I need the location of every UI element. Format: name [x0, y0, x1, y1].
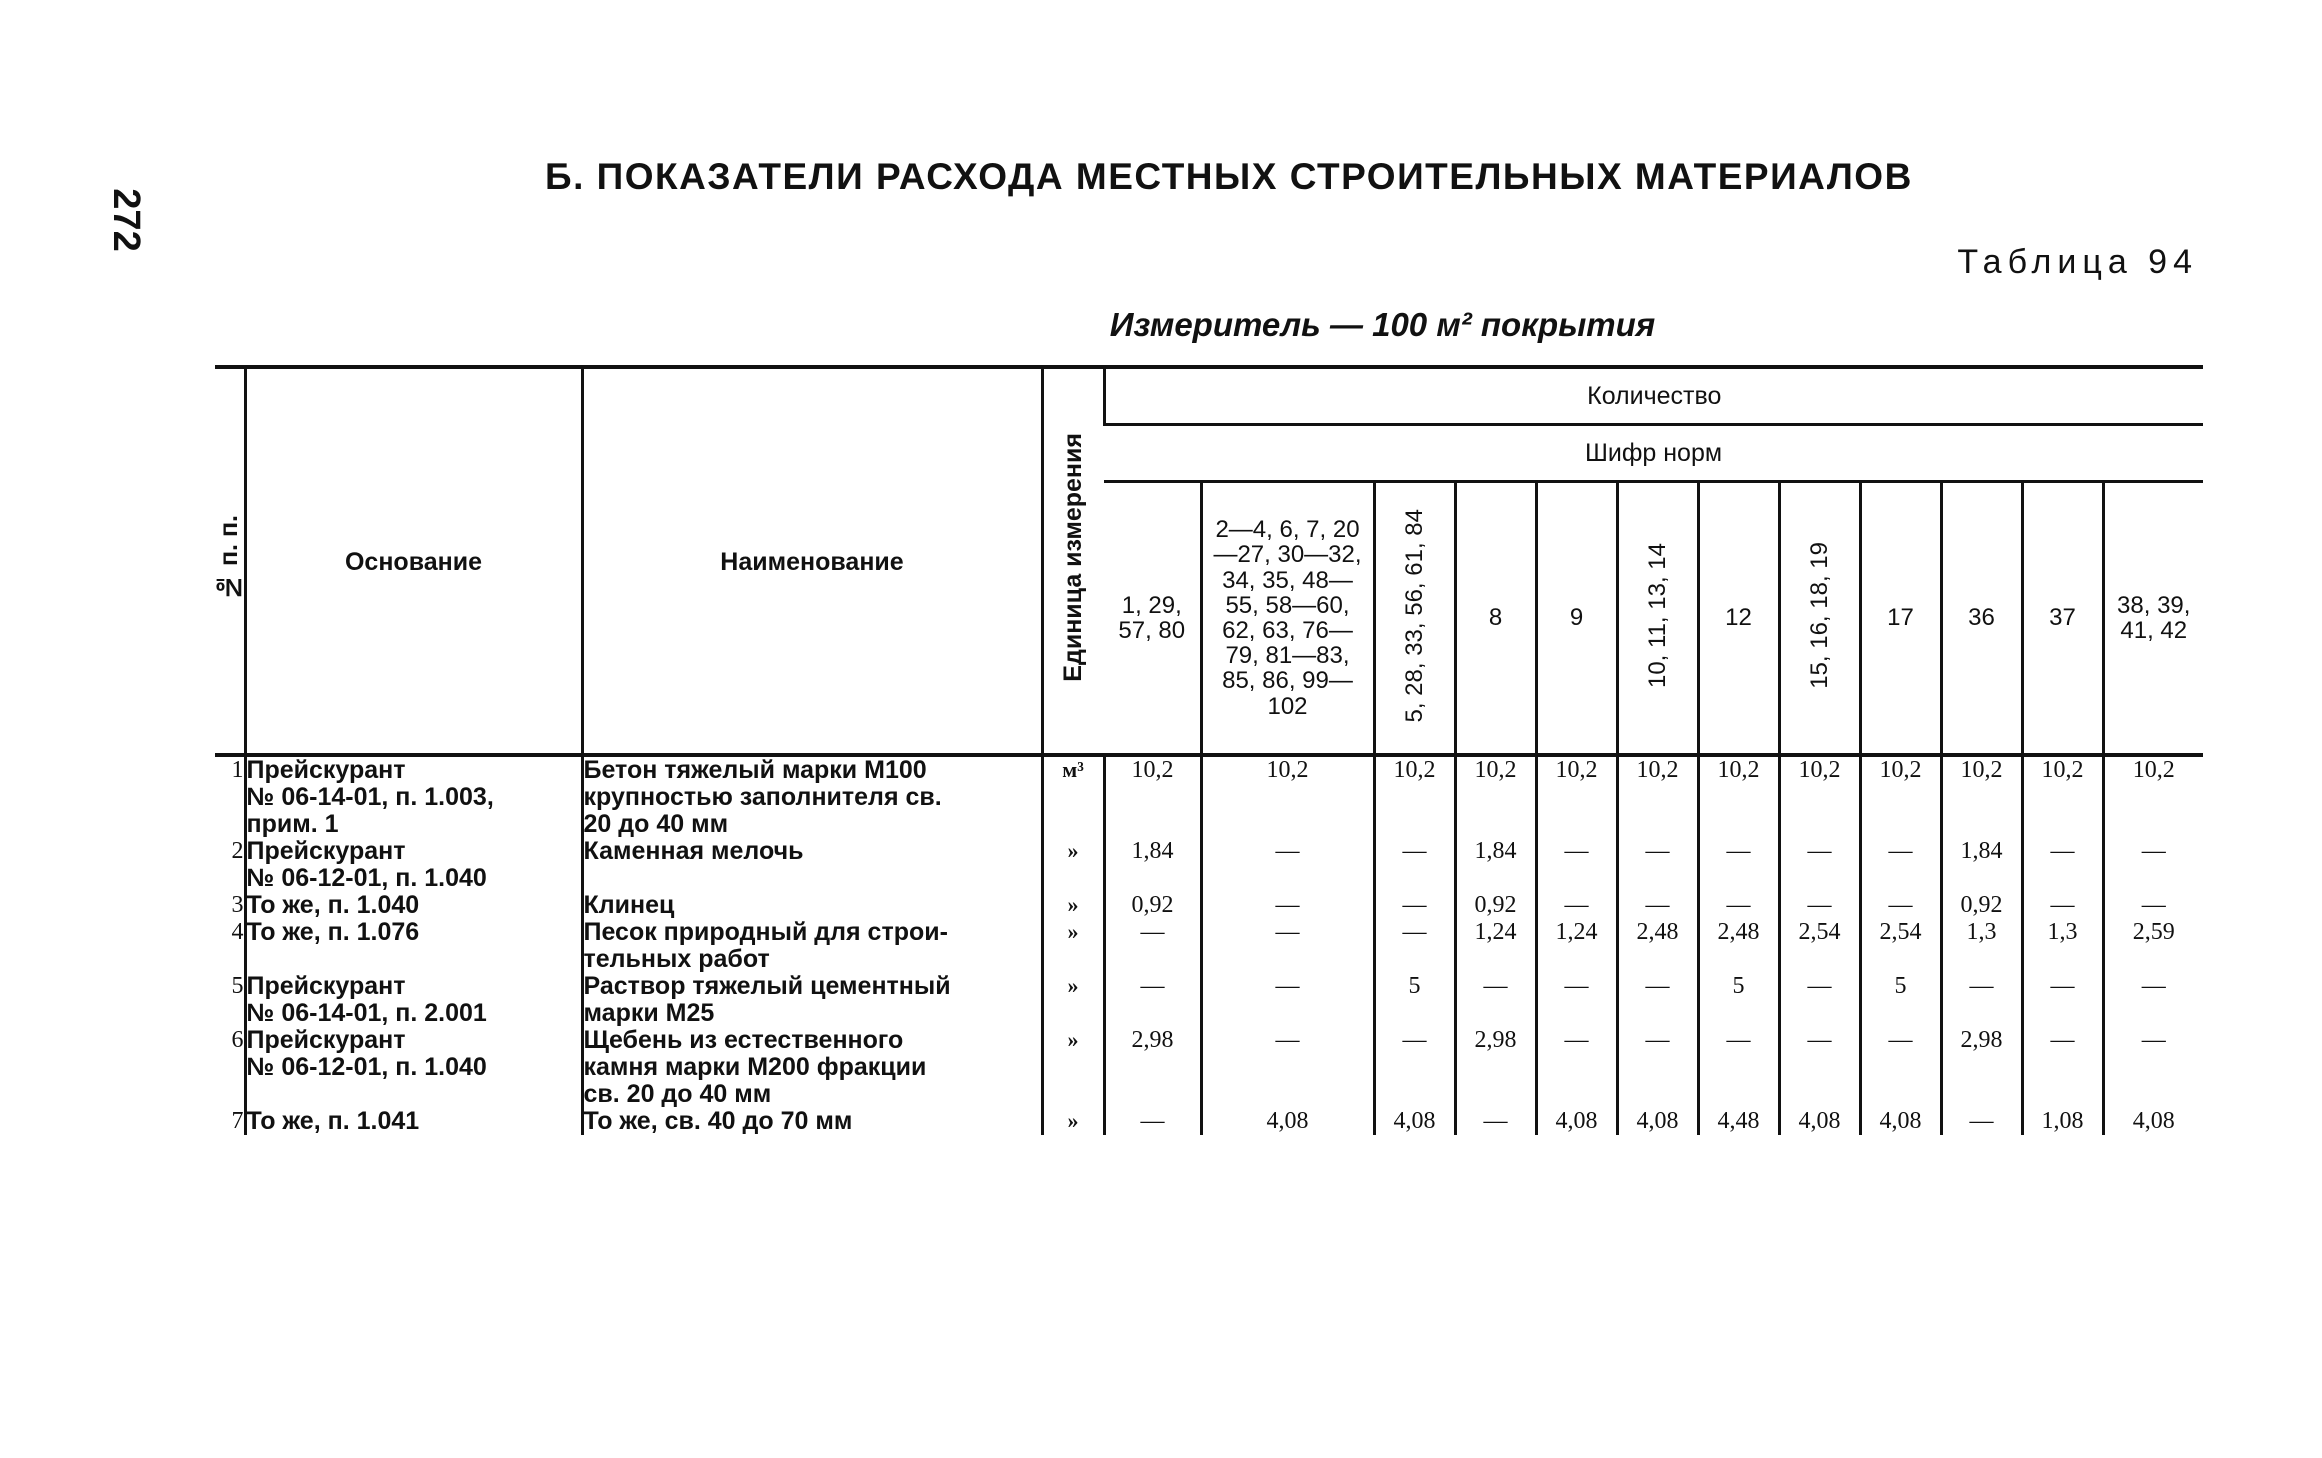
row-basis	[245, 838, 582, 892]
row-value: —	[1374, 838, 1455, 892]
row-material-name	[582, 1027, 1042, 1108]
table-number: Таблица 94	[1957, 243, 2198, 281]
row-unit: »	[1042, 1108, 1104, 1135]
row-value: —	[1104, 919, 1201, 973]
row-value: —	[1860, 892, 1941, 919]
table-row	[215, 838, 2203, 892]
row-value: 2,48	[1698, 919, 1779, 973]
header-code-1: 1, 29, 57, 80	[1104, 482, 1201, 756]
basis-line: № 06-12-01, п. 1.040	[246, 1053, 487, 1081]
row-material-name	[582, 919, 1042, 973]
header-code-2: 2—4, 6, 7, 20—27, 30—32, 34, 35, 48—55, 58—60, 62, 63, 76—79, 81—83, 85, 86, 99—102	[1201, 482, 1374, 756]
row-value: 10,2	[1201, 755, 1374, 838]
row-value: 4,08	[1201, 1108, 1374, 1135]
row-value: 4,08	[2103, 1108, 2203, 1135]
row-basis	[245, 1108, 582, 1135]
materials-table	[215, 365, 2203, 1135]
row-value: 2,98	[1941, 1027, 2022, 1108]
table-body	[215, 755, 2203, 1135]
row-value: 4,08	[1374, 1108, 1455, 1135]
row-value: —	[1455, 973, 1536, 1027]
basis-line: Прейскурант	[246, 756, 406, 784]
name-line: Каменная мелочь	[583, 837, 804, 865]
row-value: 2,98	[1455, 1027, 1536, 1108]
row-value: 4,08	[1779, 1108, 1860, 1135]
row-value: —	[1455, 1108, 1536, 1135]
row-basis	[245, 973, 582, 1027]
row-value: —	[1617, 892, 1698, 919]
row-value: —	[1201, 973, 1374, 1027]
row-value: —	[1536, 838, 1617, 892]
header-code-7: 12	[1698, 482, 1779, 756]
row-value: 10,2	[1779, 755, 1860, 838]
row-value: —	[1941, 1108, 2022, 1135]
row-value: 2,59	[2103, 919, 2203, 973]
row-value: —	[1860, 1027, 1941, 1108]
row-number: 4	[231, 919, 244, 945]
row-value: 1,84	[1104, 838, 1201, 892]
row-value: —	[1201, 838, 1374, 892]
row-value: —	[1779, 892, 1860, 919]
header-unit: Единица измерения	[1042, 367, 1104, 755]
row-value: —	[1860, 838, 1941, 892]
basis-line: То же, п. 1.040	[246, 891, 420, 919]
header-code-3: 5, 28, 33, 56, 61, 84	[1374, 482, 1455, 756]
table-row	[215, 973, 2203, 1027]
row-basis	[245, 755, 582, 838]
name-line: тельных работ	[583, 945, 770, 973]
row-value: 0,92	[1104, 892, 1201, 919]
row-value: 10,2	[1104, 755, 1201, 838]
row-value: 4,08	[1536, 1108, 1617, 1135]
row-value: 10,2	[1698, 755, 1779, 838]
row-value: 1,24	[1455, 919, 1536, 973]
header-code-9: 17	[1860, 482, 1941, 756]
row-value: —	[1779, 1027, 1860, 1108]
name-line: камня марки М200 фракции	[583, 1053, 927, 1081]
row-value: 5	[1698, 973, 1779, 1027]
row-value: 1,08	[2022, 1108, 2103, 1135]
name-line: марки М25	[583, 999, 715, 1027]
row-value: —	[1536, 892, 1617, 919]
header-basis: Основание	[245, 367, 582, 755]
row-value: 0,92	[1455, 892, 1536, 919]
row-value: 1,84	[1941, 838, 2022, 892]
table-row	[215, 1027, 2203, 1108]
row-value: 10,2	[1617, 755, 1698, 838]
basis-line: № 06-14-01, п. 1.003,	[246, 783, 494, 811]
row-material-name	[582, 973, 1042, 1027]
row-value: 1,3	[1941, 919, 2022, 973]
name-line: Клинец	[583, 891, 675, 919]
header-code-10: 36	[1941, 482, 2022, 756]
row-unit: »	[1042, 1027, 1104, 1108]
row-value: 2,54	[1779, 919, 1860, 973]
row-value: 4,48	[1698, 1108, 1779, 1135]
header-code-6: 10, 11, 13, 14	[1617, 482, 1698, 756]
name-line: Щебень из естественного	[583, 1026, 904, 1054]
header-code-11: 37	[2022, 482, 2103, 756]
row-value: 10,2	[1860, 755, 1941, 838]
row-value: —	[1536, 973, 1617, 1027]
row-value: —	[2022, 838, 2103, 892]
header-code-8: 15, 16, 18, 19	[1779, 482, 1860, 756]
name-line: Песок природный для строи-	[583, 918, 948, 946]
table-row	[215, 892, 2203, 919]
row-number: 1	[231, 757, 244, 783]
row-material-name	[582, 755, 1042, 838]
row-value: —	[2103, 892, 2203, 919]
row-basis	[245, 919, 582, 973]
row-value: 5	[1374, 973, 1455, 1027]
row-value: 1,84	[1455, 838, 1536, 892]
table-row	[215, 755, 2203, 838]
row-value: —	[2022, 1027, 2103, 1108]
row-value: —	[1104, 973, 1201, 1027]
table-row	[215, 919, 2203, 973]
row-value: —	[1779, 838, 1860, 892]
row-value: —	[1201, 919, 1374, 973]
row-value: 4,08	[1860, 1108, 1941, 1135]
row-value: —	[1698, 892, 1779, 919]
basis-line: № 06-14-01, п. 2.001	[246, 999, 487, 1027]
row-value: —	[2103, 973, 2203, 1027]
row-unit: »	[1042, 973, 1104, 1027]
row-value: —	[1201, 1027, 1374, 1108]
basis-line: Прейскурант	[246, 837, 406, 865]
row-value: 2,48	[1617, 919, 1698, 973]
row-value: —	[2103, 1027, 2203, 1108]
row-value: —	[1374, 892, 1455, 919]
row-material-name	[582, 838, 1042, 892]
basis-line: Прейскурант	[246, 1026, 406, 1054]
header-row-number: № п. п.	[215, 367, 245, 755]
basis-line: прим. 1	[246, 810, 339, 838]
basis-line: № 06-12-01, п. 1.040	[246, 864, 487, 892]
row-value: 5	[1860, 973, 1941, 1027]
row-value: —	[2022, 892, 2103, 919]
row-value: —	[1779, 973, 1860, 1027]
row-value: 10,2	[1941, 755, 2022, 838]
row-value: —	[1617, 973, 1698, 1027]
row-value: 10,2	[1536, 755, 1617, 838]
row-value: —	[1374, 1027, 1455, 1108]
row-material-name	[582, 1108, 1042, 1135]
row-value: —	[1536, 1027, 1617, 1108]
header-code-5: 9	[1536, 482, 1617, 756]
row-value: 4,08	[1617, 1108, 1698, 1135]
basis-line: То же, п. 1.076	[246, 918, 420, 946]
name-line: крупностью заполнителя св.	[583, 783, 942, 811]
row-value: —	[1941, 973, 2022, 1027]
row-number: 6	[231, 1027, 244, 1053]
row-number: 2	[231, 838, 244, 864]
row-value: 10,2	[1455, 755, 1536, 838]
row-value: 2,54	[1860, 919, 1941, 973]
name-line: св. 20 до 40 мм	[583, 1080, 772, 1108]
name-line: Бетон тяжелый марки М100	[583, 756, 927, 784]
name-line: 20 до 40 мм	[583, 810, 729, 838]
row-unit: м³	[1042, 755, 1104, 838]
row-unit: »	[1042, 892, 1104, 919]
header-code-4: 8	[1455, 482, 1536, 756]
basis-line: То же, п. 1.041	[246, 1107, 420, 1135]
header-norm-codes: Шифр норм	[1104, 425, 2203, 482]
name-line: Раствор тяжелый цементный	[583, 972, 951, 1000]
page-number: 272	[105, 188, 147, 252]
row-unit: »	[1042, 919, 1104, 973]
row-value: —	[1201, 892, 1374, 919]
row-value: 0,92	[1941, 892, 2022, 919]
row-value: 2,98	[1104, 1027, 1201, 1108]
measure-unit-caption: Измеритель — 100 м² покрытия	[1109, 306, 1656, 343]
row-value: —	[1374, 919, 1455, 973]
row-value: —	[2022, 973, 2103, 1027]
row-value: 1,24	[1536, 919, 1617, 973]
row-number: 3	[231, 892, 244, 918]
row-value: 10,2	[2103, 755, 2203, 838]
row-value: 1,3	[2022, 919, 2103, 973]
header-code-12: 38, 39, 41, 42	[2103, 482, 2203, 756]
row-value: 10,2	[1374, 755, 1455, 838]
section-title: Б. ПОКАЗАТЕЛИ РАСХОДА МЕСТНЫХ СТРОИТЕЛЬНЫХ МАТЕРИАЛОВ	[545, 156, 1913, 197]
row-number: 7	[231, 1108, 244, 1134]
basis-line: Прейскурант	[246, 972, 406, 1000]
row-value: —	[1617, 838, 1698, 892]
row-value: —	[1104, 1108, 1201, 1135]
row-value: —	[1698, 838, 1779, 892]
row-value: 10,2	[2022, 755, 2103, 838]
row-basis	[245, 892, 582, 919]
name-line: То же, св. 40 до 70 мм	[583, 1107, 853, 1135]
table-row	[215, 1108, 2203, 1135]
row-material-name	[582, 892, 1042, 919]
row-value: —	[2103, 838, 2203, 892]
row-unit: »	[1042, 838, 1104, 892]
header-name: Наименование	[582, 367, 1042, 755]
row-basis	[245, 1027, 582, 1108]
row-value: —	[1698, 1027, 1779, 1108]
row-number: 5	[231, 973, 244, 999]
header-quantity: Количество	[1104, 367, 2203, 425]
row-value: —	[1617, 1027, 1698, 1108]
